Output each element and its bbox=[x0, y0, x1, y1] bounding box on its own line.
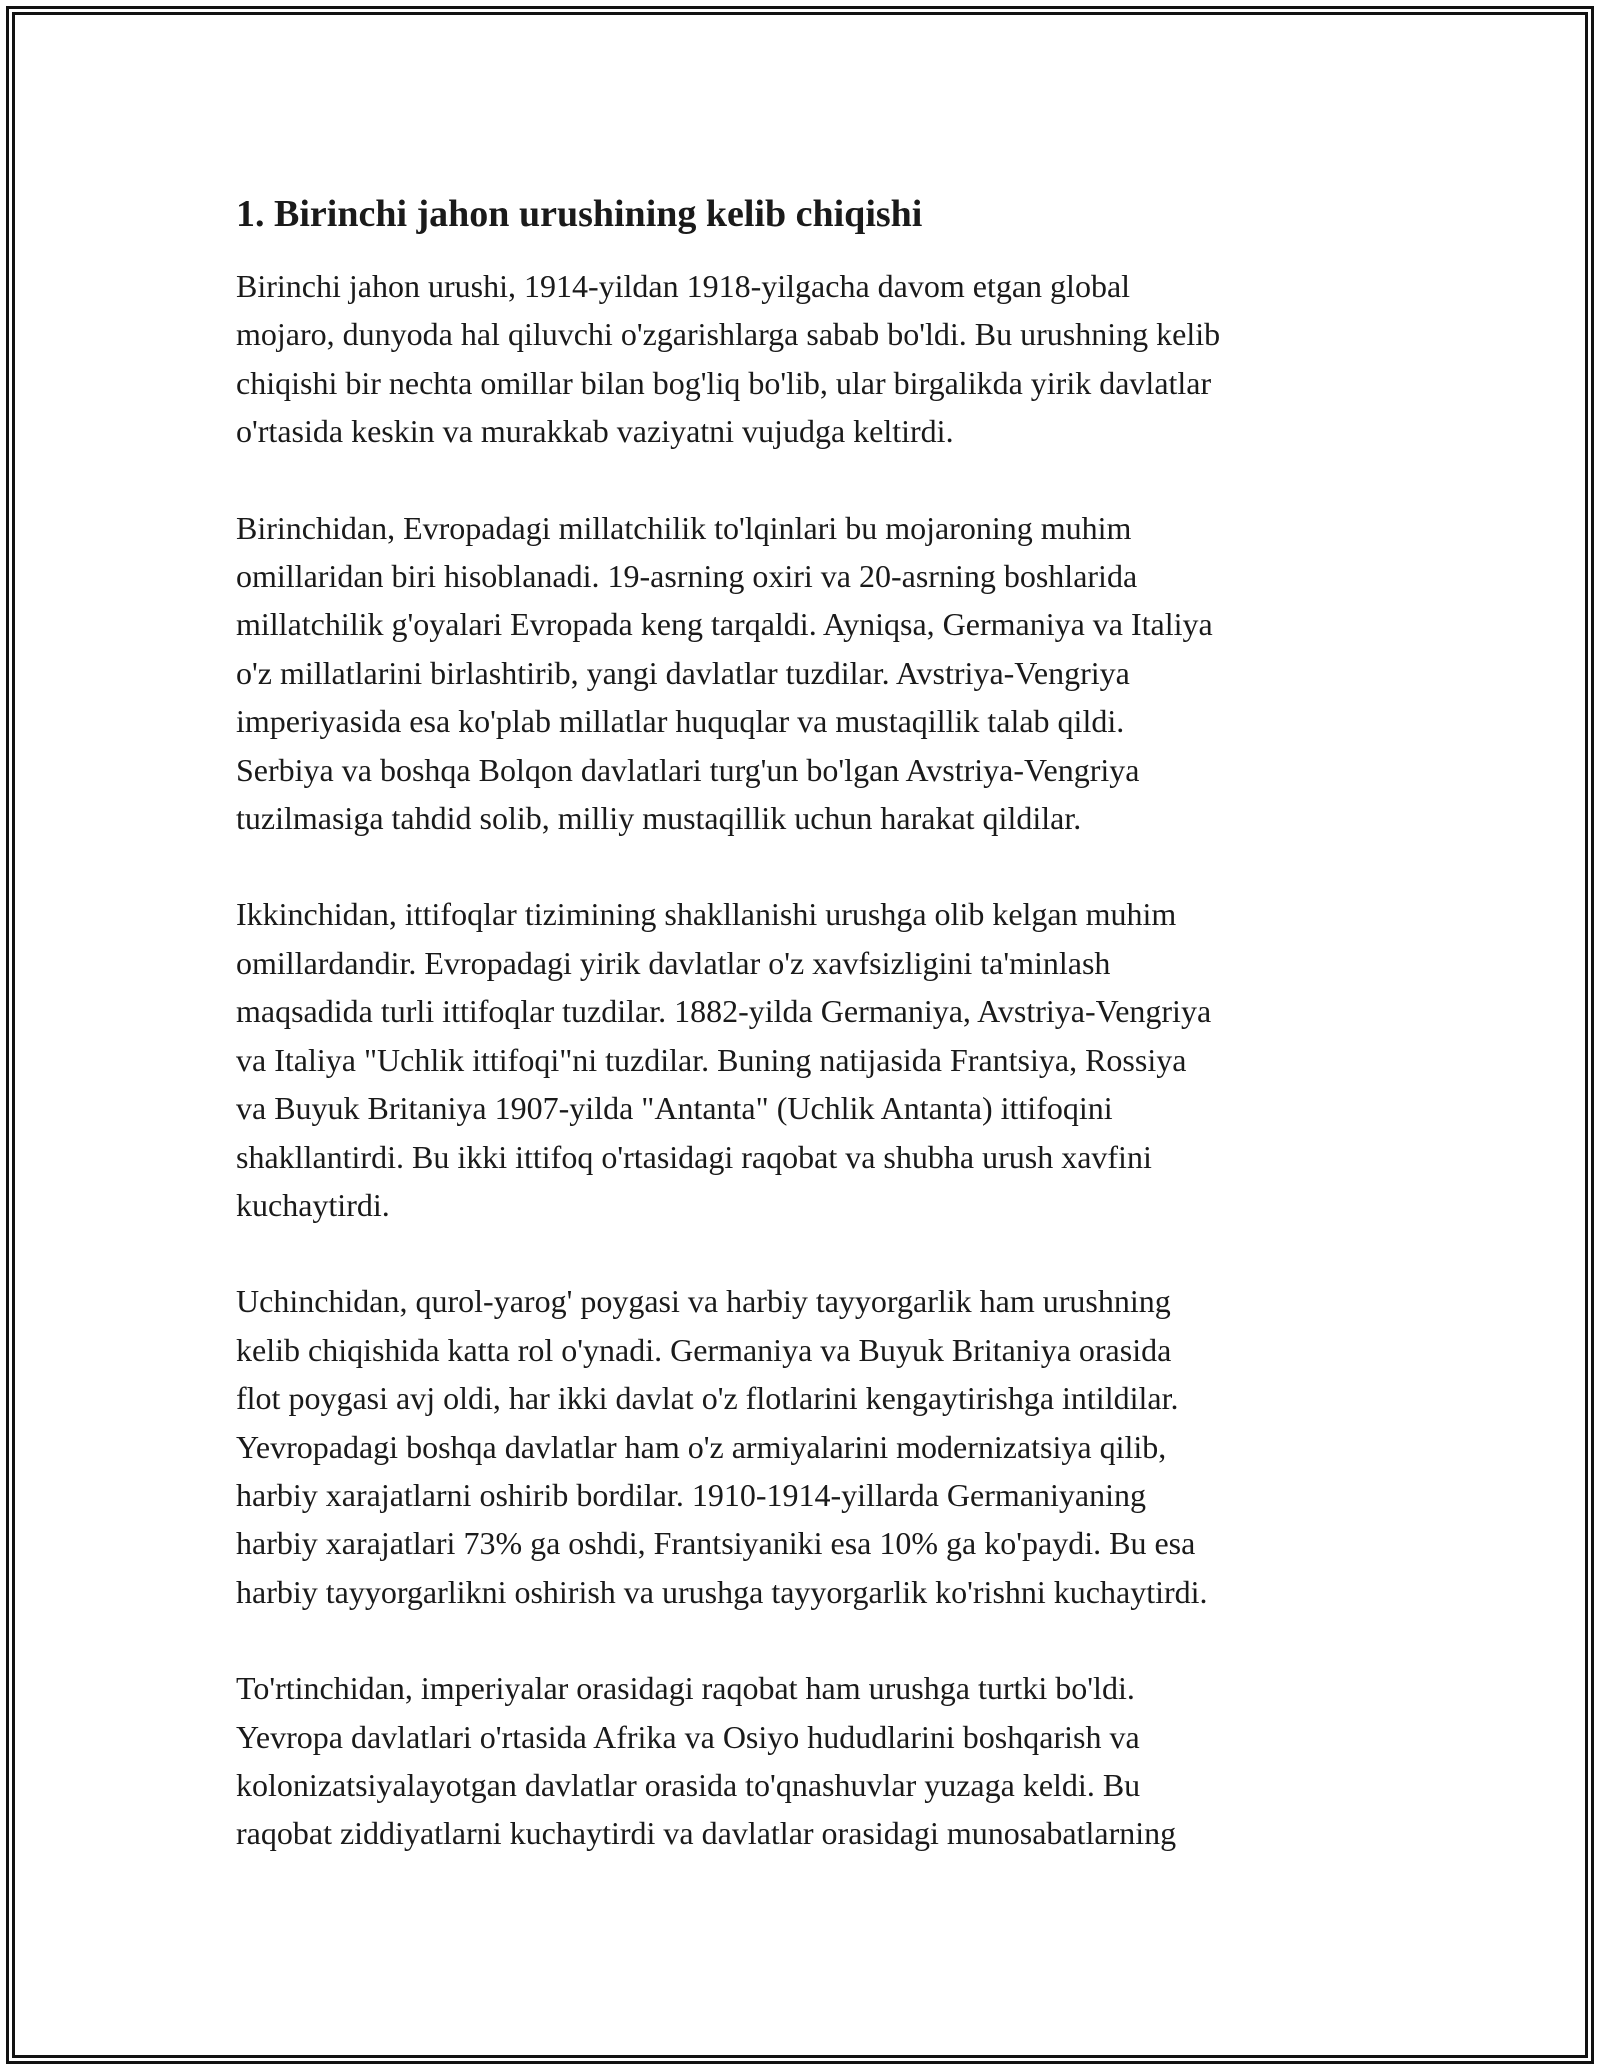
paragraph-line: maqsadida turli ittifoqlar tuzdilar. 1882-yilda Germaniya, Avstriya-Vengriya bbox=[236, 993, 1212, 1030]
paragraph-list bbox=[236, 262, 1376, 1858]
paragraph-line: Birinchidan, Evropadagi millatchilik to'lqinlari bu mojaroning muhim bbox=[236, 509, 1132, 546]
paragraph-line: raqobat ziddiyatlarni kuchaytirdi va davlatlar orasidagi munosabatlarning bbox=[236, 1815, 1177, 1852]
body-paragraph bbox=[236, 262, 1376, 456]
paragraph-line: kelib chiqishida katta rol o'ynadi. Germaniya va Buyuk Britaniya orasida bbox=[236, 1331, 1172, 1368]
paragraph-line: va Italiya "Uchlik ittifoqi"ni tuzdilar. Buning natijasida Frantsiya, Rossiya bbox=[236, 1041, 1187, 1078]
section-title: 1. Birinchi jahon urushining kelib chiqishi bbox=[236, 193, 923, 235]
document-body bbox=[236, 186, 1376, 1906]
paragraph-line: tuzilmasiga tahdid solib, milliy mustaqillik uchun harakat qildilar. bbox=[236, 800, 1082, 837]
paragraph-line: Uchinchidan, qurol-yarog' poygasi va harbiy tayyorgarlik ham urushning bbox=[236, 1283, 1171, 1320]
body-paragraph bbox=[236, 1277, 1376, 1616]
paragraph-line: kolonizatsiyalayotgan davlatlar orasida to'qnashuvlar yuzaga keldi. Bu bbox=[236, 1766, 1141, 1803]
body-paragraph bbox=[236, 504, 1376, 843]
paragraph-line: o'rtasida keskin va murakkab vaziyatni vujudga keltirdi. bbox=[236, 413, 954, 450]
paragraph-line: o'z millatlarini birlashtirib, yangi davlatlar tuzdilar. Avstriya-Vengriya bbox=[236, 654, 1130, 691]
paragraph-line: mojaro, dunyoda hal qiluvchi o'zgarishlarga sabab bo'ldi. Bu urushning kelib bbox=[236, 316, 1221, 353]
paragraph-line: Yevropa davlatlari o'rtasida Afrika va Osiyo hududlarini boshqarish va bbox=[236, 1718, 1140, 1755]
paragraph-line: millatchilik g'oyalari Evropada keng tarqaldi. Ayniqsa, Germaniya va Italiya bbox=[236, 606, 1213, 643]
paragraph-line: To'rtinchidan, imperiyalar orasidagi raqobat ham urushga turtki bo'ldi. bbox=[236, 1670, 1135, 1707]
paragraph-line: omillardandir. Evropadagi yirik davlatlar o'z xavfsizligini ta'minlash bbox=[236, 944, 1111, 981]
paragraph-line: Ikkinchidan, ittifoqlar tizimining shakllanishi urushga olib kelgan muhim bbox=[236, 896, 1177, 933]
paragraph-line: va Buyuk Britaniya 1907-yilda "Antanta" (Uchlik Antanta) ittifoqini bbox=[236, 1090, 1113, 1127]
paragraph-line: kuchaytirdi. bbox=[236, 1186, 390, 1223]
paragraph-line: imperiyasida esa ko'plab millatlar huquqlar va mustaqillik talab qildi. bbox=[236, 703, 1125, 740]
paragraph-line: flot poygasi avj oldi, har ikki davlat o'z flotlarini kengaytirishga intildilar. bbox=[236, 1380, 1179, 1417]
paragraph-line: Yevropadagi boshqa davlatlar ham o'z armiyalarini modernizatsiya qilib, bbox=[236, 1428, 1167, 1465]
body-paragraph bbox=[236, 1664, 1376, 1858]
paragraph-line: omillaridan biri hisoblanadi. 19-asrning oxiri va 20-asrning boshlarida bbox=[236, 558, 1138, 595]
paragraph-line: harbiy xarajatlarni oshirib bordilar. 1910-1914-yillarda Germaniyaning bbox=[236, 1476, 1146, 1513]
paragraph-line: Serbiya va boshqa Bolqon davlatlari turg'un bo'lgan Avstriya-Vengriya bbox=[236, 751, 1140, 788]
paragraph-line: chiqishi bir nechta omillar bilan bog'liq bo'lib, ular birgalikda yirik davlatlar bbox=[236, 364, 1212, 401]
paragraph-line: shakllantirdi. Bu ikki ittifoq o'rtasidagi raqobat va shubha urush xavfini bbox=[236, 1138, 1152, 1175]
paragraph-line: harbiy tayyorgarlikni oshirish va urushga tayyorgarlik ko'rishni kuchaytirdi. bbox=[236, 1573, 1208, 1610]
paragraph-line: Birinchi jahon urushi, 1914-yildan 1918-yilgacha davom etgan global bbox=[236, 268, 1131, 304]
body-paragraph bbox=[236, 890, 1376, 1229]
paragraph-line: harbiy xarajatlari 73% ga oshdi, Frantsiyaniki esa 10% ga ko'paydi. Bu esa bbox=[236, 1525, 1196, 1562]
